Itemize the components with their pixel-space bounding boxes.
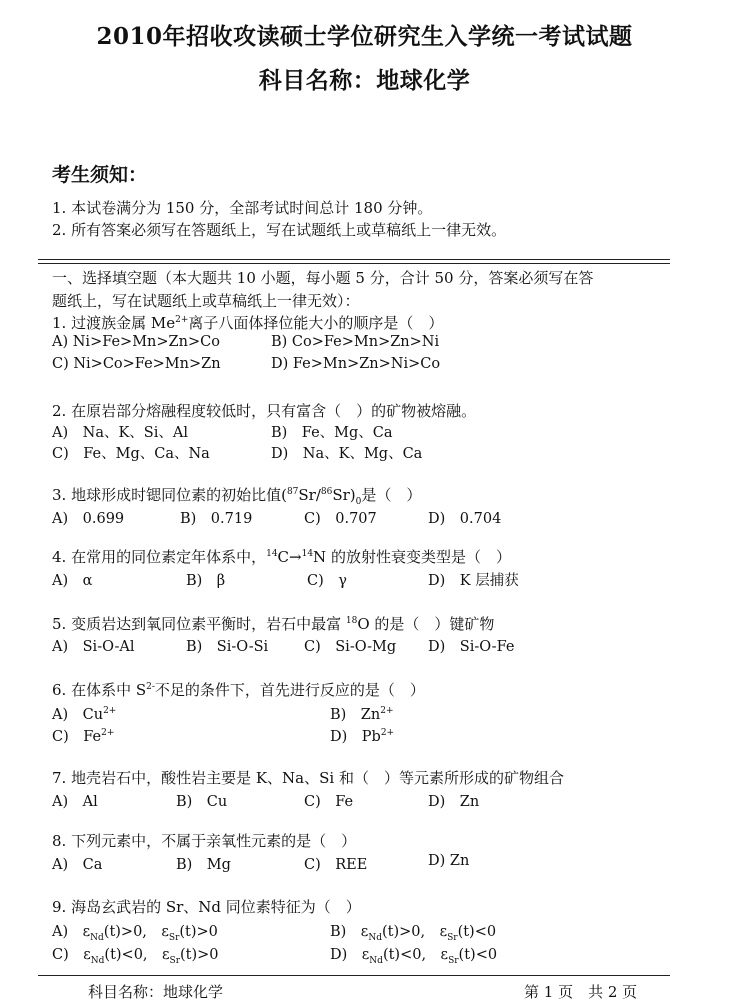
option-a: A) $Cu^{2+}$ [52,706,117,723]
option-b: B) $Zn^{2+}$ [330,706,394,723]
option-d: D) 0.704 [428,511,502,527]
option-c: C) Fe、Mg、Ca、Na [52,446,210,462]
option-d: D) Zn [428,794,480,810]
divider-line [38,263,670,264]
option-d: D) Zn [428,853,470,869]
question-stem: 7. 地壳岩石中，酸性岩主要是 K、Na、Si 和（ ）等元素所形成的矿物组合 [52,769,564,787]
option-b: B) $\varepsilon_{Nd}(t)>0$, $\varepsilon_{Sr}(t)<0$ [330,924,497,943]
option-d: D) Na、K、Mg、Ca [271,446,423,462]
question-stem: 8. 下列元素中，不属于亲氧性元素的是（ ） [52,832,357,850]
question-stem: 3. 地球形成时锶同位素的初始比值$(^{87}Sr/^{86}Sr)_0$是（ ） [52,486,422,507]
option-d: D) Fe>Mn>Zn>Ni>Co [271,356,441,372]
option-a: A) Si-O-Al [52,639,135,655]
section-heading-line1: 一、选择填空题（本大题共 10 小题，每小题 5 分，合计 50 分，答案必须写在答 [52,269,594,287]
option-a: A) Na、K、Si、Al [52,425,188,441]
question-stem: 4. 在常用的同位素定年体系中，$^{14}$C→$^{14}$N 的放射性衰变类型是（ ） [52,548,511,566]
option-c: C) REE [304,857,368,873]
page-number: 第 1 页 共 2 页 [524,983,638,1001]
option-b: B) β [186,573,226,589]
option-c: C) Si-O-Mg [304,639,397,655]
footer-subject: 科目名称：地球化学 [88,983,224,1001]
option-b: B) Si-O-Si [186,639,269,655]
option-d: D) K 层捕获 [428,573,519,589]
question-stem: 9. 海岛玄武岩的 Sr、Nd 同位素特征为（ ） [52,898,361,916]
option-c: C) Ni>Co>Fe>Mn>Zn [52,356,221,372]
option-c: C) $Fe^{2+}$ [52,728,115,745]
option-a: A) $\varepsilon_{Nd}(t)>0$, $\varepsilon_{Sr}(t)>0$ [52,924,218,943]
question-stem: 5. 变质岩达到氧同位素平衡时，岩石中最富 $^{18}$O 的是（ ）键矿物 [52,615,495,633]
footer-divider [38,975,670,976]
option-b: B) Co>Fe>Mn>Zn>Ni [271,334,440,350]
option-c: C) $\varepsilon_{Nd}(t)<0$, $\varepsilon_{Sr}(t)>0$ [52,947,219,966]
option-c: C) Fe [304,794,354,810]
subject-title: 科目名称：地球化学 [258,67,471,94]
instructions-heading: 考生须知： [52,164,148,186]
option-d: D) $Pb^{2+}$ [330,728,395,745]
option-b: B) Mg [176,857,231,873]
option-d: D) $\varepsilon_{Nd}(t)<0$, $\varepsilon_{Sr}(t)<0$ [330,947,498,966]
option-d: D) Si-O-Fe [428,639,515,655]
option-b: B) 0.719 [180,511,253,527]
option-a: A) Ni>Fe>Mn>Zn>Co [52,334,220,350]
question-stem: 6. 在体系中 $S^{2-}$不足的条件下，首先进行反应的是（ ） [52,681,425,699]
option-a: A) α [52,573,93,589]
option-a: A) Al [52,794,98,810]
option-b: B) Cu [176,794,228,810]
section-heading-line2: 题纸上，写在试题纸上或草稿纸上一律无效）： [52,292,360,310]
question-stem: 2. 在原岩部分熔融程度较低时，只有富含（ ）的矿物被熔融。 [52,402,477,420]
option-c: C) γ [307,573,347,589]
exam-title: 2010年招收攻读硕士学位研究生入学统一考试试题 [96,23,633,50]
question-stem: 1. 过渡族金属 $Me^{2+}$离子八面体择位能大小的顺序是（ ） [52,314,444,332]
divider-line [38,259,670,260]
instruction-item: 1. 本试卷满分为 150 分，全部考试时间总计 180 分钟。 [52,199,433,217]
option-a: A) Ca [52,857,103,873]
option-a: A) 0.699 [52,511,125,527]
option-c: C) 0.707 [304,511,377,527]
instruction-item: 2. 所有答案必须写在答题纸上，写在试题纸上或草稿纸上一律无效。 [52,221,507,239]
option-b: B) Fe、Mg、Ca [271,425,393,441]
